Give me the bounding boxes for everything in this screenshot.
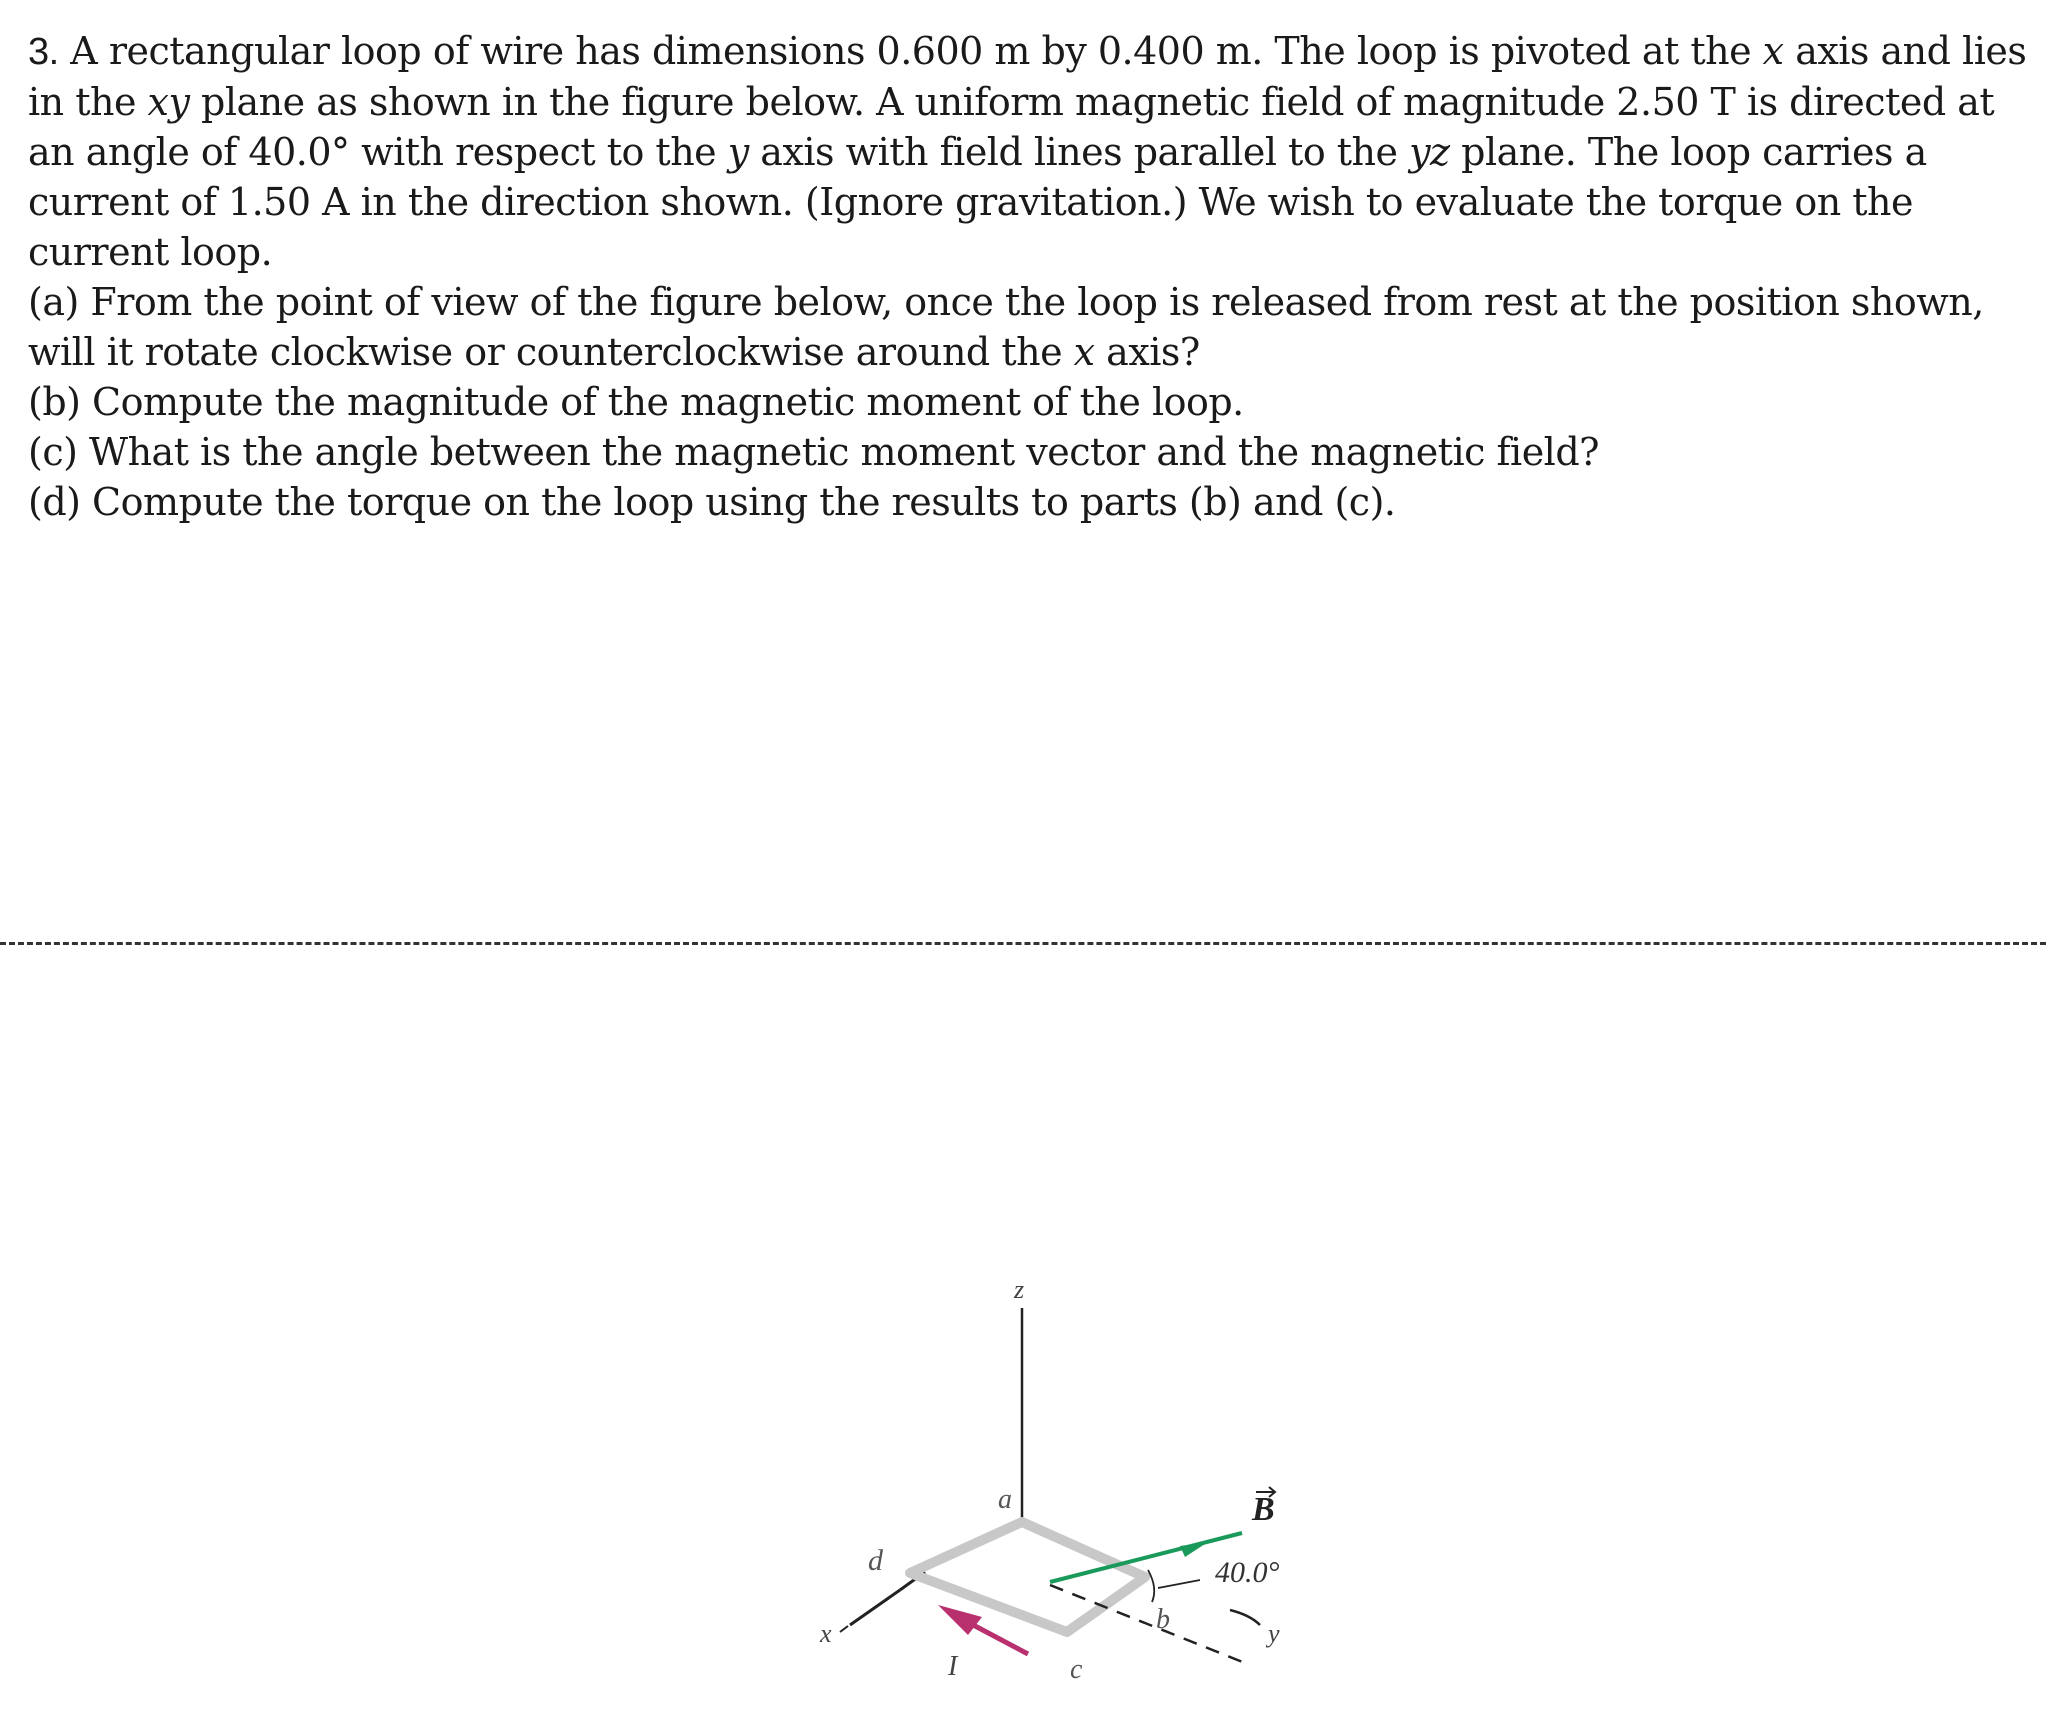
corner-d-label: d <box>868 1544 883 1577</box>
corner-b-label: b <box>1156 1604 1170 1635</box>
part-c: (c) What is the angle between the magnetic moment vector and the magnetic field? <box>28 430 1600 474</box>
problem-intro: 3. A rectangular loop of wire has dimensions 0.600 m by 0.400 m. The loop is pivoted at the x axis and lies in the xy plane as shown in the figure below. A uniform magnetic field of magnitude 2.50 T is directed at an angle of 40.0° with respect to the y axis with field lines parallel to the yz plane. The loop carries a current of 1.50 A in the direction shown. (Ignore gravitation.) We wish to evaluate the torque on the current loop. <box>28 29 2027 274</box>
field-b-label: B <box>1252 1491 1275 1528</box>
angle-leader <box>1158 1580 1200 1588</box>
part-d: (d) Compute the torque on the loop using the results to parts (b) and (c). <box>28 480 1396 524</box>
dashed-divider <box>0 942 2046 945</box>
wire-loop <box>910 1522 1145 1632</box>
field-arrowhead <box>1180 1542 1208 1557</box>
y-axis-arrow <box>1230 1610 1260 1625</box>
problem-number: 3. <box>28 31 59 73</box>
angle-label: 40.0° <box>1215 1556 1280 1589</box>
problem-text <box>28 26 2028 527</box>
loop-diagram <box>760 1270 1340 1690</box>
part-a: (a) From the point of view of the figure below, once the loop is released from rest at the position shown, will it rotate clockwise or counterclockwise around the x axis? <box>28 280 1984 374</box>
z-axis-label: z <box>1014 1275 1025 1304</box>
current-label: I <box>948 1651 958 1682</box>
x-axis-label: x <box>820 1619 832 1648</box>
part-b: (b) Compute the magnitude of the magnetic moment of the loop. <box>28 380 1244 424</box>
current-arrowhead <box>938 1605 982 1635</box>
x-axis <box>850 1590 900 1625</box>
corner-c-label: c <box>1070 1654 1083 1685</box>
loop-figure <box>760 1270 1340 1690</box>
corner-a-label: a <box>998 1484 1012 1515</box>
x-axis-near <box>840 1626 848 1632</box>
y-axis-label: y <box>1268 1619 1280 1648</box>
